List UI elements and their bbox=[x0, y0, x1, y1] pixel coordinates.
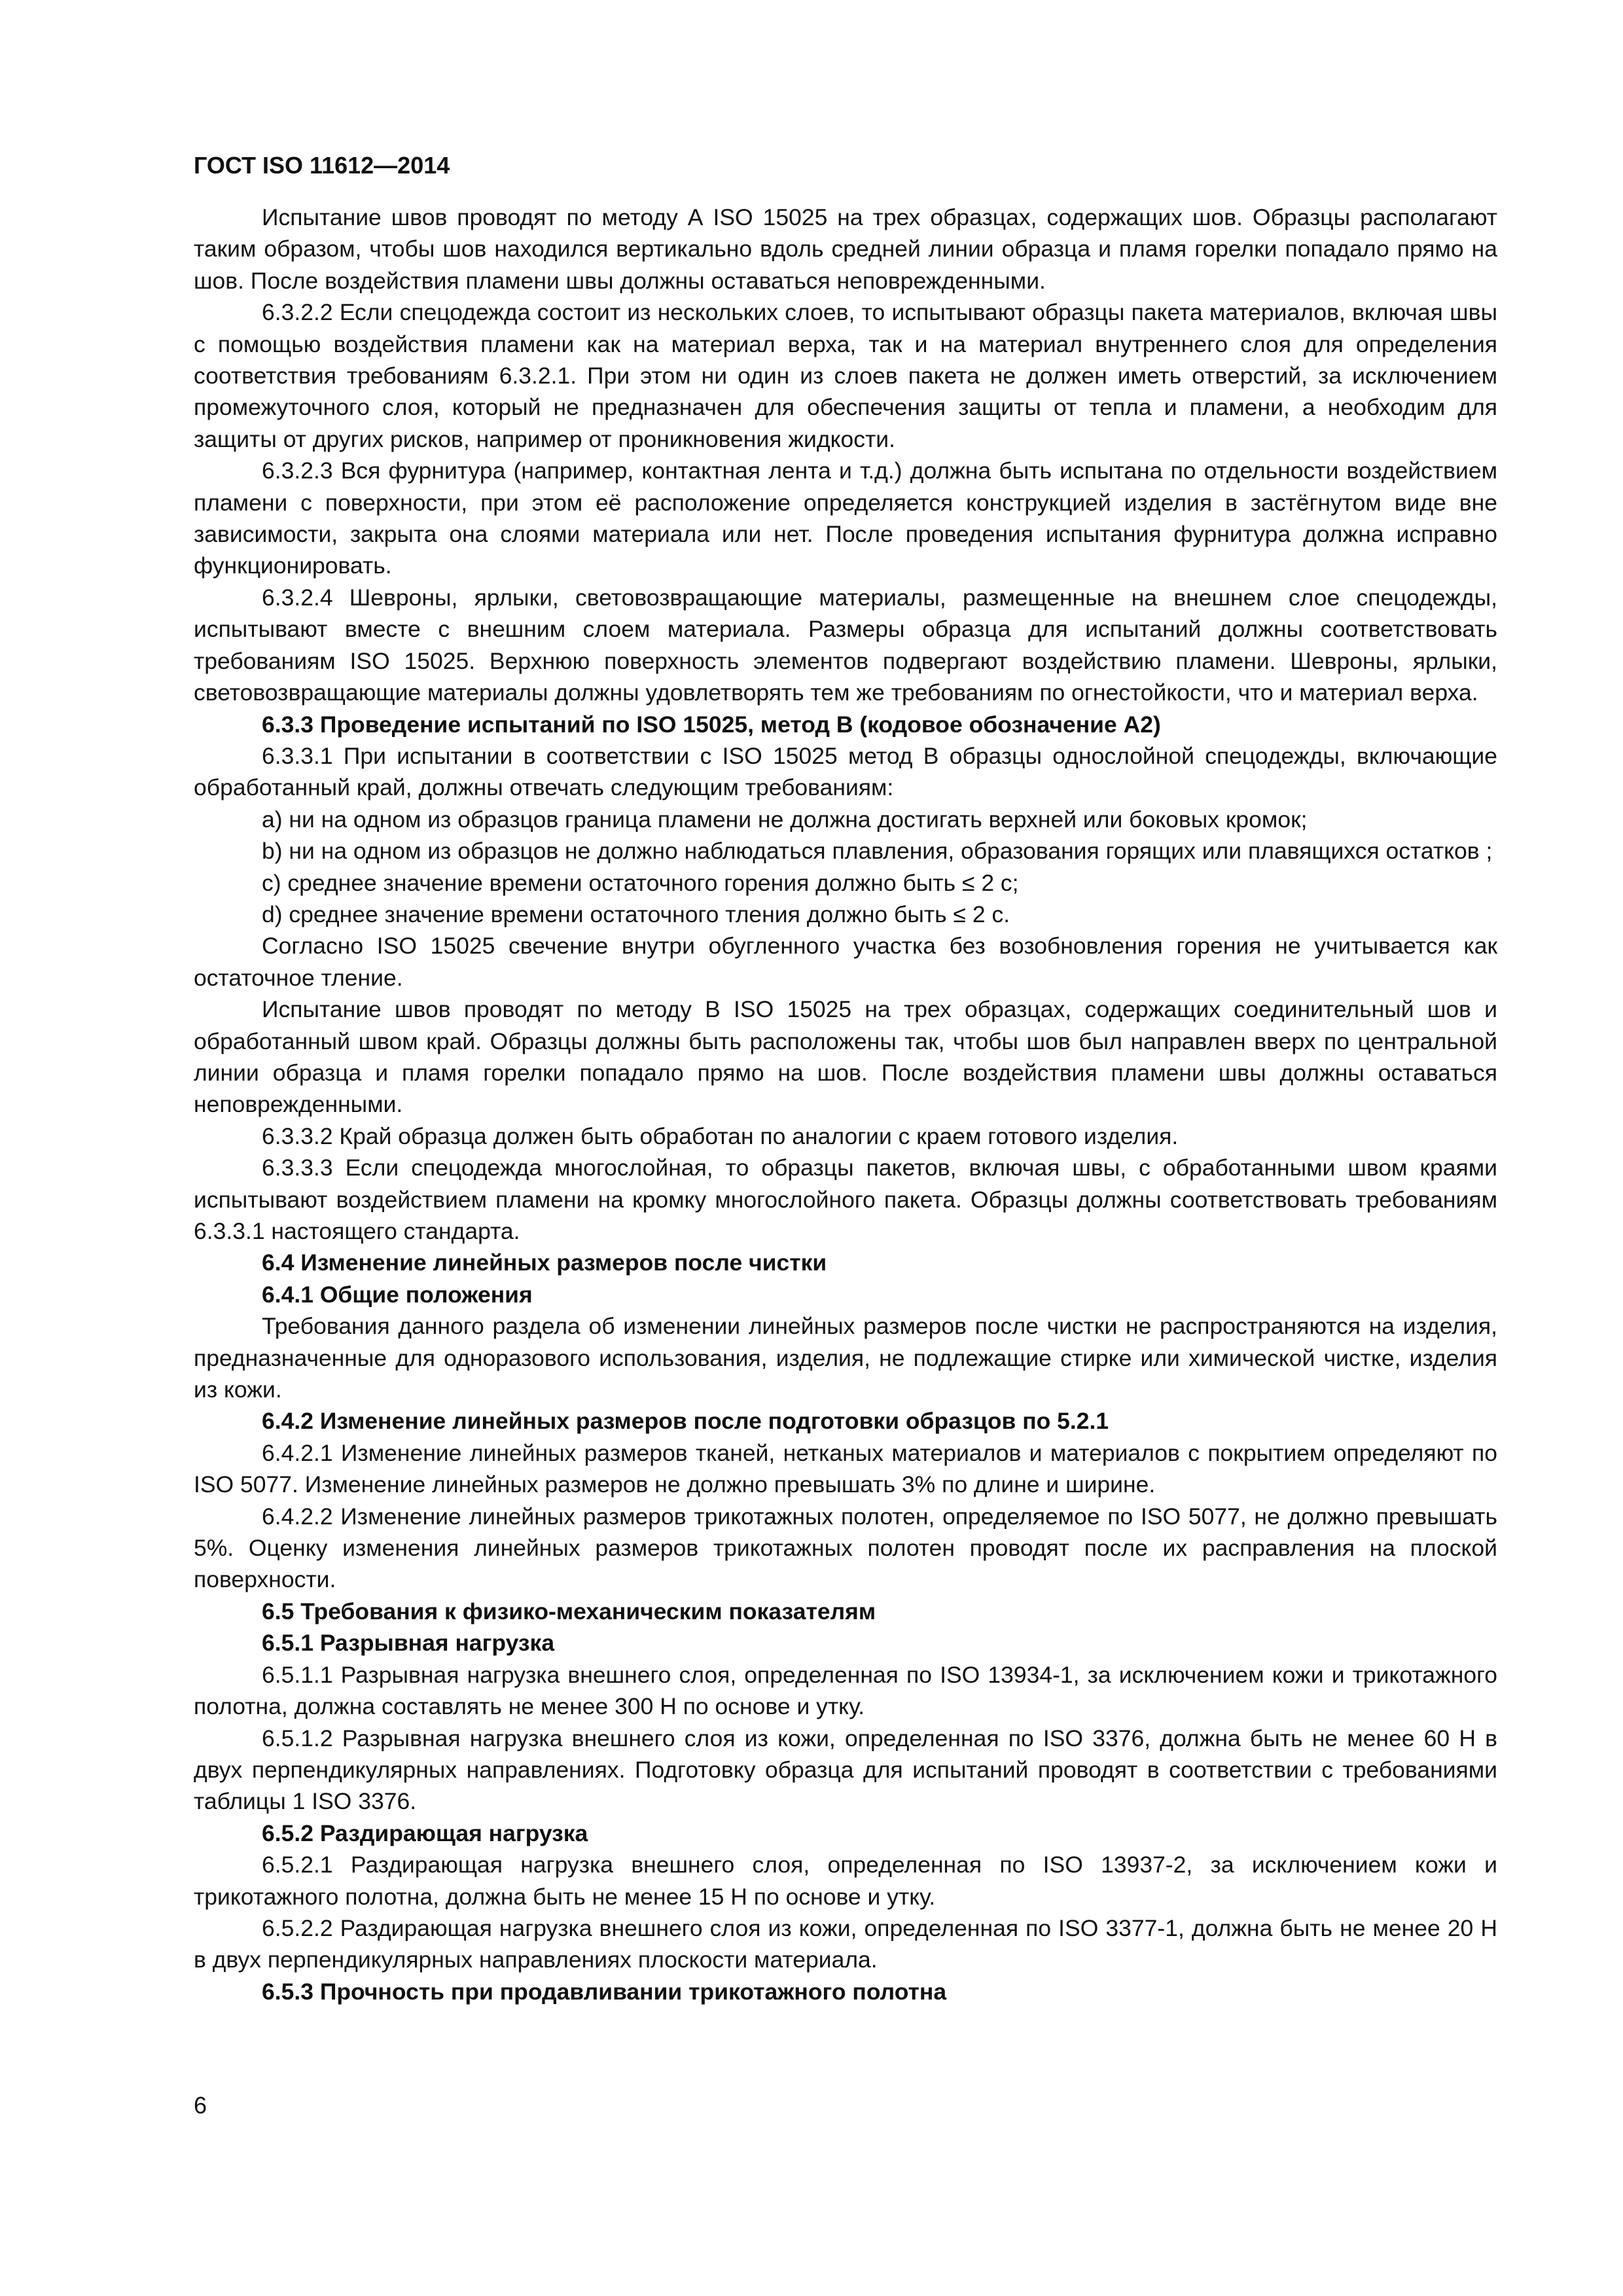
paragraph-6-3-3-1: 6.3.3.1 При испытании в соответствии с ISO 15025 метод В образцы однослойной спецодежды, включающие обработанный край, должны отвечать следующим требованиям: bbox=[194, 742, 1497, 801]
section-heading-6-4-1: 6.4.1 Общие положения bbox=[262, 1281, 533, 1308]
section-heading-6-4: 6.4 Изменение линейных размеров после чистки bbox=[262, 1249, 827, 1276]
paragraph-6-3-3-3: 6.3.3.3 Если спецодежда многослойная, то образцы пакетов, включая швы, с обработанными швом краями испытывают воздействием пламени на кромку многослойного пакета. Образцы должны соответствовать требованиям 6.3.3.1 настоящего стандарта. bbox=[194, 1155, 1497, 1244]
list-item-d: d) среднее значение времени остаточного тления должно быть ≤ 2 с. bbox=[262, 901, 1010, 927]
paragraph-seam-test-method-a: Испытание швов проводят по методу А ISO 15025 на трех образцах, содержащих шов. Образцы располагают таким образом, чтобы шов находился вертикально вдоль средней линии образца и пламя горелки попадало прямо на шов. После воздействия пламени швы должны оставаться неповрежденными. bbox=[194, 204, 1497, 294]
paragraph-6-3-2-4: 6.3.2.4 Шевроны, ярлыки, световозвращающие материалы, размещенные на внешнем слое спецодежды, испытывают вместе с внешним слоем материала. Размеры образца для испытаний должны соответствовать требованиям ISO 15025. Верхнюю поверхность элементов подвергают воздействию пламени. Шевроны, ярлыки, световозвращающие материалы должны удовлетворять тем же требованиям по огнестойкости, что и материал верха. bbox=[194, 584, 1497, 706]
list-item-a: a) ни на одном из образцов граница пламени не должна достигать верхней или боковых кромок; bbox=[262, 806, 1308, 833]
section-heading-6-5-1: 6.5.1 Разрывная нагрузка bbox=[262, 1630, 555, 1657]
section-heading-6-5: 6.5 Требования к физико-механическим показателям bbox=[262, 1598, 876, 1624]
document-body bbox=[194, 202, 1497, 2007]
section-heading-6-3-3: 6.3.3 Проведение испытаний по ISO 15025, метод В (кодовое обозначение А2) bbox=[262, 711, 1161, 738]
paragraph-6-3-3-2: 6.3.3.2 Край образца должен быть обработан по аналогии с краем готового изделия. bbox=[262, 1122, 1179, 1149]
list-item-b: b) ни на одном из образцов не должно наблюдаться плавления, образования горящих или плавящихся остатков ; bbox=[262, 838, 1493, 865]
paragraph-6-4-2-2: 6.4.2.2 Изменение линейных размеров трикотажных полотен, определяемое по ISO 5077, не должно превышать 5%. Оценку изменения линейных размеров трикотажных полотен проводят после их расправления на плоской поверхности. bbox=[194, 1503, 1497, 1593]
paragraph-6-5-1-1: 6.5.1.1 Разрывная нагрузка внешнего слоя, определенная по ISO 13934-1, за исключением кожи и трикотажного полотна, должна составлять не менее 300 Н по основе и утку. bbox=[194, 1661, 1497, 1720]
page-number: 6 bbox=[194, 2092, 207, 2119]
paragraph-seam-test-method-b: Испытание швов проводят по методу В ISO 15025 на трех образцах, содержащих соединительный шов и обработанный швом край. Образцы должны быть расположены так, чтобы шов был направлен вверх по центральной линии образца и пламя горелки попадало прямо на шов. После воздействия пламени швы должны оставаться неповрежденными. bbox=[194, 996, 1497, 1118]
paragraph-6-4-2-1: 6.4.2.1 Изменение линейных размеров тканей, нетканых материалов и материалов с покрытием определяют по ISO 5077. Изменение линейных размеров не должно превышать 3% по длине и ширине. bbox=[194, 1439, 1497, 1498]
paragraph-6-5-1-2: 6.5.1.2 Разрывная нагрузка внешнего слоя из кожи, определенная по ISO 3376, должна быть не менее 60 Н в двух перпендикулярных направлениях. Подготовку образца для испытаний проводят в соответствии с требованиями таблицы 1 ISO 3376. bbox=[194, 1725, 1497, 1815]
list-item-c: c) среднее значение времени остаточного горения должно быть ≤ 2 с; bbox=[262, 869, 1019, 896]
paragraph-6-4-1-text: Требования данного раздела об изменении линейных размеров после чистки не распространяются на изделия, предназначенные для одноразового использования, изделия, не подлежащие стирке или химической чистке, изделия из кожи. bbox=[194, 1313, 1497, 1403]
paragraph-6-5-2-2: 6.5.2.2 Раздирающая нагрузка внешнего слоя из кожи, определенная по ISO 3377-1, должна быть не менее 20 Н в двух перпендикулярных направлениях плоскости материала. bbox=[194, 1914, 1497, 1973]
standard-header: ГОСТ ISO 11612—2014 bbox=[194, 152, 450, 179]
section-heading-6-5-3: 6.5.3 Прочность при продавливании трикотажного полотна bbox=[262, 1978, 947, 2005]
paragraph-6-5-2-1: 6.5.2.1 Раздирающая нагрузка внешнего слоя, определенная по ISO 13937-2, за исключением кожи и трикотажного полотна, должна быть не менее 15 Н по основе и утку. bbox=[194, 1852, 1497, 1910]
paragraph-6-3-2-3: 6.3.2.3 Вся фурнитура (например, контактная лента и т.д.) должна быть испытана по отдельности воздействием пламени с поверхности, при этом её расположение определяется конструкцией изделия в застёгнутом виде вне зависимости, закрыта она слоями материала или нет. После проведения испытания фурнитура должна исправно функционировать. bbox=[194, 457, 1497, 579]
paragraph-6-3-2-2: 6.3.2.2 Если спецодежда состоит из нескольких слоев, то испытывают образцы пакета материалов, включая швы с помощью воздействия пламени как на материал верха, так и на материал внутреннего слоя для определения соответствия требованиям 6.3.2.1. При этом ни один из слоев пакета не должен иметь отверстий, за исключением промежуточного слоя, который не предназначен для обеспечения защиты от тепла и пламени, а необходим для защиты от других рисков, например от проникновения жидкости. bbox=[194, 299, 1497, 452]
section-heading-6-4-2: 6.4.2 Изменение линейных размеров после подготовки образцов по 5.2.1 bbox=[262, 1408, 1109, 1435]
paragraph-afterglow-note: Согласно ISO 15025 свечение внутри обугленного участка без возобновления горения не учитывается как остаточное тление. bbox=[194, 933, 1497, 991]
section-heading-6-5-2: 6.5.2 Раздирающая нагрузка bbox=[262, 1820, 588, 1846]
